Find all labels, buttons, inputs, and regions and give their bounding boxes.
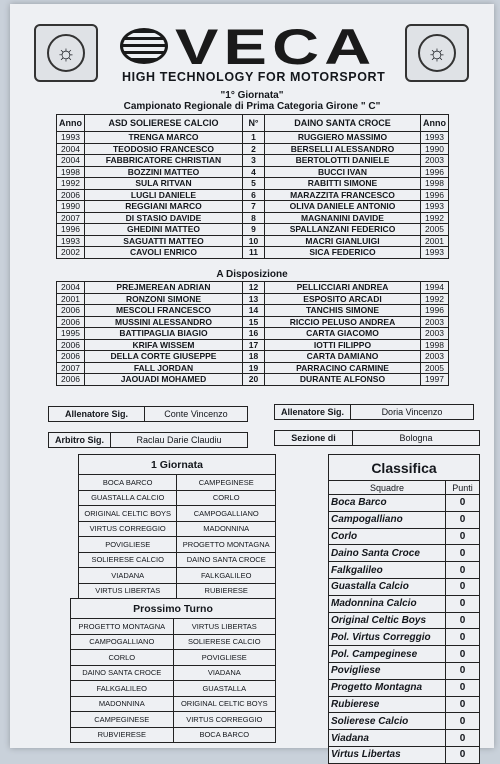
away-player-name: RICCIO PELUSO ANDREA bbox=[265, 316, 421, 328]
player-row bbox=[57, 189, 449, 201]
away-player-name: RUGGIERO MASSIMO bbox=[265, 132, 421, 144]
match-row bbox=[71, 681, 276, 697]
team-points: 0 bbox=[446, 562, 480, 579]
away-player-name: PARRACINO CARMINE bbox=[265, 362, 421, 374]
match-row bbox=[71, 665, 276, 681]
home-player-year: 2006 bbox=[57, 316, 85, 328]
match-row bbox=[79, 552, 276, 568]
player-number: 18 bbox=[243, 351, 265, 363]
away-player-year: 2003 bbox=[421, 155, 449, 167]
away-player-name: RABITTI SIMONE bbox=[265, 178, 421, 190]
player-row bbox=[57, 155, 449, 167]
match-row bbox=[79, 490, 276, 506]
home-player-year: 1998 bbox=[57, 166, 85, 178]
match-row bbox=[79, 568, 276, 584]
home-player-name: MESCOLI FRANCESCO bbox=[85, 305, 243, 317]
club-crest-right bbox=[405, 24, 469, 82]
team-name: Povigliese bbox=[329, 662, 446, 679]
home-team: ORIGINAL CELTIC BOYS bbox=[79, 506, 177, 522]
col-punti: Punti bbox=[446, 481, 480, 495]
standings-row bbox=[329, 646, 480, 663]
standings-row bbox=[329, 662, 480, 679]
team-points: 0 bbox=[446, 495, 480, 512]
player-number: 15 bbox=[243, 316, 265, 328]
team-points: 0 bbox=[446, 595, 480, 612]
away-player-year: 1994 bbox=[421, 282, 449, 294]
match-row bbox=[71, 712, 276, 728]
match-row bbox=[71, 634, 276, 650]
substitutes-table bbox=[56, 281, 449, 386]
home-team: RUBVIERESE bbox=[71, 727, 174, 743]
away-team: CAMPOGALLIANO bbox=[177, 506, 276, 522]
classifica-table bbox=[328, 454, 480, 764]
match-row bbox=[79, 583, 276, 599]
away-player-name: IOTTI FILIPPO bbox=[265, 339, 421, 351]
prossimo-turno-title: Prossimo Turno bbox=[71, 599, 276, 619]
team-points: 0 bbox=[446, 730, 480, 747]
match-row bbox=[79, 506, 276, 522]
home-team: CORLO bbox=[71, 650, 174, 666]
team-name: Corlo bbox=[329, 528, 446, 545]
home-player-name: RONZONI SIMONE bbox=[85, 293, 243, 305]
standings-row bbox=[329, 679, 480, 696]
away-player-name: BUCCI IVAN bbox=[265, 166, 421, 178]
away-player-name: BERTOLOTTI DANIELE bbox=[265, 155, 421, 167]
home-team: POVIGLIESE bbox=[79, 537, 177, 553]
col-anno: Anno bbox=[421, 115, 449, 132]
home-team: MADONNINA bbox=[71, 696, 174, 712]
home-player-year: 2006 bbox=[57, 374, 85, 386]
home-player-name: FALL JORDAN bbox=[85, 362, 243, 374]
home-player-year: 1996 bbox=[57, 224, 85, 236]
away-player-name: MAGNANINI DAVIDE bbox=[265, 212, 421, 224]
team-name: Progetto Montagna bbox=[329, 679, 446, 696]
team-points: 0 bbox=[446, 696, 480, 713]
allenatore-label: Allenatore Sig. bbox=[49, 407, 145, 421]
sun-emblem-icon: ☼ bbox=[418, 34, 456, 72]
away-team-name: DAINO SANTA CROCE bbox=[265, 115, 421, 132]
away-player-year: 1996 bbox=[421, 305, 449, 317]
away-player-year: 1996 bbox=[421, 166, 449, 178]
away-player-name: BERSELLI ALESSANDRO bbox=[265, 143, 421, 155]
away-team: SOLIERESE CALCIO bbox=[173, 634, 275, 650]
giornata1-table bbox=[78, 454, 276, 599]
home-player-year: 2004 bbox=[57, 282, 85, 294]
player-number: 13 bbox=[243, 293, 265, 305]
home-team: BOCA BARCO bbox=[79, 475, 177, 491]
team-name: Madonnina Calcio bbox=[329, 595, 446, 612]
home-team: PROGETTO MONTAGNA bbox=[71, 619, 174, 635]
player-number: 20 bbox=[243, 374, 265, 386]
player-number: 12 bbox=[243, 282, 265, 294]
team-name: Daino Santa Croce bbox=[329, 545, 446, 562]
arbitro-value: Raclau Darie Claudiu bbox=[136, 435, 222, 445]
match-row bbox=[79, 475, 276, 491]
away-team: ORIGINAL CELTIC BOYS bbox=[173, 696, 275, 712]
brand-tagline: HIGH TECHNOLOGY FOR MOTORSPORT bbox=[122, 70, 386, 84]
player-row bbox=[57, 339, 449, 351]
away-player-name: SPALLANZANI FEDERICO bbox=[265, 224, 421, 236]
team-name: Guastalla Calcio bbox=[329, 578, 446, 595]
home-team: VIRTUS CORREGGIO bbox=[79, 521, 177, 537]
home-player-year: 1995 bbox=[57, 328, 85, 340]
home-player-name: REGGIANI MARCO bbox=[85, 201, 243, 213]
col-anno: Anno bbox=[57, 115, 85, 132]
away-player-year: 1996 bbox=[421, 189, 449, 201]
player-number: 14 bbox=[243, 305, 265, 317]
away-team: FALKGALILEO bbox=[177, 568, 276, 584]
home-player-year: 2007 bbox=[57, 362, 85, 374]
giornata-title: "1° Giornata" bbox=[220, 90, 284, 101]
home-player-year: 2006 bbox=[57, 351, 85, 363]
home-player-year: 2006 bbox=[57, 339, 85, 351]
away-team: POVIGLIESE bbox=[173, 650, 275, 666]
allenatore-label: Allenatore Sig. bbox=[275, 405, 351, 419]
prossimo-turno-table bbox=[70, 598, 276, 743]
away-player-name: CARTA DAMIANO bbox=[265, 351, 421, 363]
away-team: VIRTUS CORREGGIO bbox=[173, 712, 275, 728]
home-player-name: DI STASIO DAVIDE bbox=[85, 212, 243, 224]
standings-row bbox=[329, 629, 480, 646]
away-team: BOCA BARCO bbox=[173, 727, 275, 743]
home-player-name: LUGLI DANIELE bbox=[85, 189, 243, 201]
disposizione-label: A Disposizione bbox=[216, 269, 288, 280]
sezione-label: Sezione di bbox=[275, 431, 353, 445]
standings-row bbox=[329, 612, 480, 629]
away-player-year: 1998 bbox=[421, 339, 449, 351]
campionato-title: Campionato Regionale di Prima Categoria Girone " C" bbox=[123, 101, 381, 112]
home-team: VIRTUS LIBERTAS bbox=[79, 583, 177, 599]
home-player-name: MUSSINI ALESSANDRO bbox=[85, 316, 243, 328]
player-number: 11 bbox=[243, 247, 265, 259]
player-number: 5 bbox=[243, 178, 265, 190]
standings-row bbox=[329, 562, 480, 579]
home-player-name: JAOUADI MOHAMED bbox=[85, 374, 243, 386]
team-points: 0 bbox=[446, 545, 480, 562]
away-team: RUBIERESE bbox=[177, 583, 276, 599]
player-number: 7 bbox=[243, 201, 265, 213]
away-player-year: 2003 bbox=[421, 328, 449, 340]
player-row bbox=[57, 247, 449, 259]
giornata1-title: 1 Giornata bbox=[79, 455, 276, 475]
away-player-name: TANCHIS SIMONE bbox=[265, 305, 421, 317]
standings-row bbox=[329, 696, 480, 713]
home-player-year: 2004 bbox=[57, 155, 85, 167]
home-player-name: KRIFA WISSEM bbox=[85, 339, 243, 351]
player-number: 9 bbox=[243, 224, 265, 236]
player-row bbox=[57, 212, 449, 224]
sezione-value: Bologna bbox=[399, 433, 433, 443]
standings-row bbox=[329, 730, 480, 747]
match-row bbox=[79, 521, 276, 537]
col-squadre: Squadre bbox=[329, 481, 446, 495]
away-team: GUASTALLA bbox=[173, 681, 275, 697]
standings-row bbox=[329, 495, 480, 512]
player-row bbox=[57, 132, 449, 144]
allenatore-home-value: Conte Vincenzo bbox=[164, 409, 228, 419]
team-points: 0 bbox=[446, 511, 480, 528]
team-points: 0 bbox=[446, 713, 480, 730]
standings-row bbox=[329, 528, 480, 545]
home-player-year: 2001 bbox=[57, 293, 85, 305]
arbitro bbox=[48, 432, 248, 448]
team-name: Rubierese bbox=[329, 696, 446, 713]
home-player-name: TEODOSIO FRANCESCO bbox=[85, 143, 243, 155]
home-team: GUASTALLA CALCIO bbox=[79, 490, 177, 506]
player-row bbox=[57, 224, 449, 236]
away-player-year: 1998 bbox=[421, 178, 449, 190]
away-player-year: 1993 bbox=[421, 201, 449, 213]
player-row bbox=[57, 143, 449, 155]
away-player-name: PELLICCIARI ANDREA bbox=[265, 282, 421, 294]
home-player-name: CAVOLI ENRICO bbox=[85, 247, 243, 259]
standings-row bbox=[329, 511, 480, 528]
player-row bbox=[57, 328, 449, 340]
away-player-name: MACRI GIANLUIGI bbox=[265, 235, 421, 247]
team-points: 0 bbox=[446, 679, 480, 696]
player-row bbox=[57, 351, 449, 363]
sezione bbox=[274, 430, 480, 446]
home-team: FALKGALILEO bbox=[71, 681, 174, 697]
away-player-name: ESPOSITO ARCADI bbox=[265, 293, 421, 305]
team-points: 0 bbox=[446, 612, 480, 629]
player-number: 3 bbox=[243, 155, 265, 167]
team-points: 0 bbox=[446, 528, 480, 545]
team-name: Virtus Libertas bbox=[329, 746, 446, 763]
player-number: 16 bbox=[243, 328, 265, 340]
team-name: Original Celtic Boys bbox=[329, 612, 446, 629]
standings-row bbox=[329, 713, 480, 730]
team-name: Campogalliano bbox=[329, 511, 446, 528]
team-points: 0 bbox=[446, 578, 480, 595]
standings-row bbox=[329, 545, 480, 562]
team-name: Viadana bbox=[329, 730, 446, 747]
home-player-year: 2006 bbox=[57, 305, 85, 317]
player-number: 17 bbox=[243, 339, 265, 351]
lineup-table bbox=[56, 114, 449, 259]
team-points: 0 bbox=[446, 629, 480, 646]
brand-logo: VECA bbox=[175, 19, 377, 75]
away-player-name: CARTA GIACOMO bbox=[265, 328, 421, 340]
allenatore-away bbox=[274, 404, 474, 420]
arbitro-label: Arbitro Sig. bbox=[49, 433, 111, 447]
home-player-name: SULA RITVAN bbox=[85, 178, 243, 190]
match-row bbox=[71, 619, 276, 635]
player-row bbox=[57, 374, 449, 386]
away-player-name: OLIVA DANIELE ANTONIO bbox=[265, 201, 421, 213]
globe-logo-icon bbox=[120, 28, 168, 64]
player-number: 4 bbox=[243, 166, 265, 178]
allenatore-home bbox=[48, 406, 248, 422]
player-row bbox=[57, 316, 449, 328]
classifica-title: Classifica bbox=[329, 455, 480, 481]
away-team: PROGETTO MONTAGNA bbox=[177, 537, 276, 553]
home-player-name: GHEDINI MATTEO bbox=[85, 224, 243, 236]
home-team: CAMPOGALLIANO bbox=[71, 634, 174, 650]
club-crest-left bbox=[34, 24, 98, 82]
away-team: DAINO SANTA CROCE bbox=[177, 552, 276, 568]
away-player-year: 2005 bbox=[421, 362, 449, 374]
team-points: 0 bbox=[446, 662, 480, 679]
team-name: Solierese Calcio bbox=[329, 713, 446, 730]
home-player-name: BOZZINI MATTEO bbox=[85, 166, 243, 178]
away-player-year: 1990 bbox=[421, 143, 449, 155]
match-row bbox=[71, 696, 276, 712]
standings-row bbox=[329, 595, 480, 612]
team-points: 0 bbox=[446, 646, 480, 663]
team-points: 0 bbox=[446, 746, 480, 763]
player-row bbox=[57, 178, 449, 190]
match-sheet bbox=[10, 4, 494, 761]
away-player-year: 2003 bbox=[421, 316, 449, 328]
col-number: N° bbox=[243, 115, 265, 132]
home-player-name: PREJMEREAN ADRIAN bbox=[85, 282, 243, 294]
match-row bbox=[71, 727, 276, 743]
player-number: 6 bbox=[243, 189, 265, 201]
sun-emblem-icon: ☼ bbox=[47, 34, 85, 72]
home-team: CAMPEGINESE bbox=[71, 712, 174, 728]
home-team: DAINO SANTA CROCE bbox=[71, 665, 174, 681]
home-player-year: 2002 bbox=[57, 247, 85, 259]
away-player-year: 1997 bbox=[421, 374, 449, 386]
away-player-year: 1992 bbox=[421, 212, 449, 224]
away-player-year: 2001 bbox=[421, 235, 449, 247]
player-number: 19 bbox=[243, 362, 265, 374]
away-player-year: 1992 bbox=[421, 293, 449, 305]
away-team: MADONNINA bbox=[177, 521, 276, 537]
player-row bbox=[57, 166, 449, 178]
away-team: VIADANA bbox=[173, 665, 275, 681]
player-row bbox=[57, 362, 449, 374]
away-player-year: 2003 bbox=[421, 351, 449, 363]
home-player-name: DELLA CORTE GIUSEPPE bbox=[85, 351, 243, 363]
team-name: Pol. Virtus Correggio bbox=[329, 629, 446, 646]
team-name: Pol. Campeginese bbox=[329, 646, 446, 663]
away-player-year: 1993 bbox=[421, 247, 449, 259]
home-player-name: SAGUATTI MATTEO bbox=[85, 235, 243, 247]
player-row bbox=[57, 201, 449, 213]
home-team-name: ASD SOLIERESE CALCIO bbox=[85, 115, 243, 132]
away-player-name: MARAZZITA FRANCESCO bbox=[265, 189, 421, 201]
home-team: VIADANA bbox=[79, 568, 177, 584]
home-player-year: 1990 bbox=[57, 201, 85, 213]
away-player-year: 2005 bbox=[421, 224, 449, 236]
home-player-year: 2007 bbox=[57, 212, 85, 224]
team-name: Falkgalileo bbox=[329, 562, 446, 579]
player-row bbox=[57, 235, 449, 247]
team-name: Boca Barco bbox=[329, 495, 446, 512]
away-player-year: 1993 bbox=[421, 132, 449, 144]
away-team: VIRTUS LIBERTAS bbox=[173, 619, 275, 635]
away-team: CAMPEGINESE bbox=[177, 475, 276, 491]
player-row bbox=[57, 305, 449, 317]
match-row bbox=[71, 650, 276, 666]
away-player-name: SICA FEDERICO bbox=[265, 247, 421, 259]
away-team: CORLO bbox=[177, 490, 276, 506]
allenatore-away-value: Doria Vincenzo bbox=[381, 407, 443, 417]
match-row bbox=[79, 537, 276, 553]
player-number: 2 bbox=[243, 143, 265, 155]
home-team: SOLIERESE CALCIO bbox=[79, 552, 177, 568]
player-row bbox=[57, 293, 449, 305]
home-player-year: 1993 bbox=[57, 235, 85, 247]
home-player-year: 1993 bbox=[57, 132, 85, 144]
home-player-name: BATTIPAGLIA BIAGIO bbox=[85, 328, 243, 340]
player-number: 1 bbox=[243, 132, 265, 144]
away-player-name: DURANTE ALFONSO bbox=[265, 374, 421, 386]
home-player-name: TRENGA MARCO bbox=[85, 132, 243, 144]
home-player-name: FABBRICATORE CHRISTIAN bbox=[85, 155, 243, 167]
player-row bbox=[57, 282, 449, 294]
standings-row bbox=[329, 578, 480, 595]
player-number: 8 bbox=[243, 212, 265, 224]
home-player-year: 2006 bbox=[57, 189, 85, 201]
player-number: 10 bbox=[243, 235, 265, 247]
standings-row bbox=[329, 746, 480, 763]
home-player-year: 1992 bbox=[57, 178, 85, 190]
home-player-year: 2004 bbox=[57, 143, 85, 155]
